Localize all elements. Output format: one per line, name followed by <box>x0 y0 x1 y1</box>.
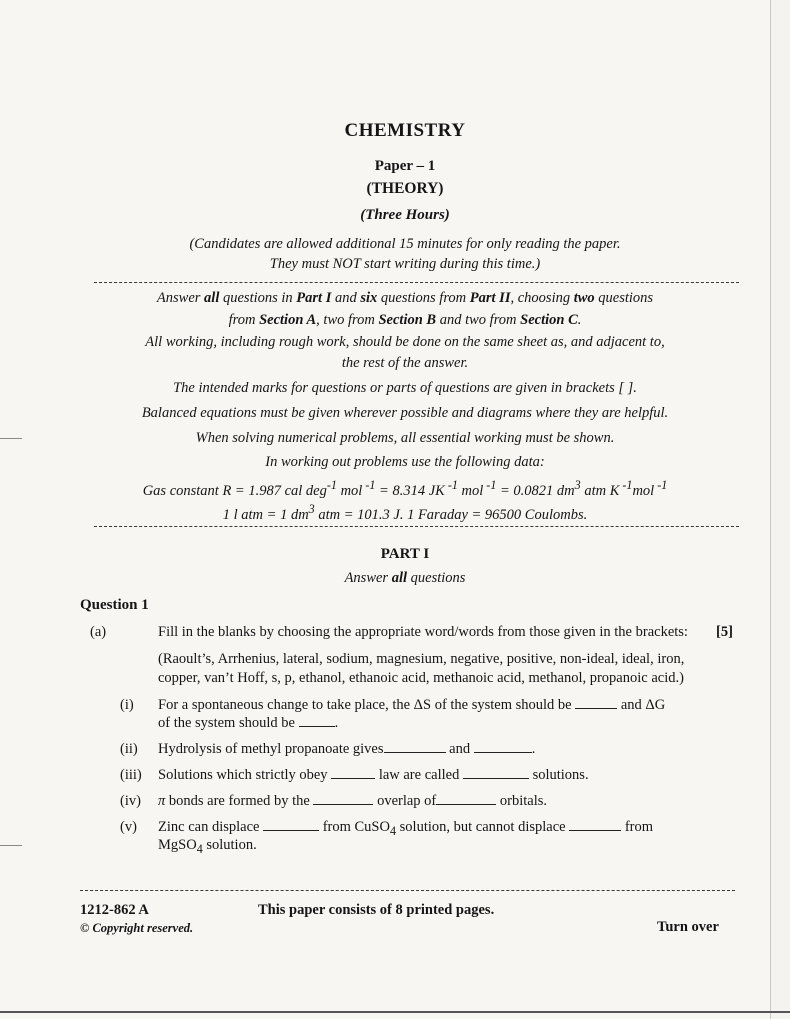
answer-blank <box>384 740 446 753</box>
item-label: (v) <box>120 819 137 835</box>
instruction-line-6: Balanced equations must be given wherever possible and diagrams where they are helpful. <box>141 405 669 421</box>
subpart-label: (a) <box>90 624 107 640</box>
question-heading: Question 1 <box>80 597 149 613</box>
answer-blank <box>263 818 319 831</box>
word-bank-line-2: copper, van’t Hoff, s, p, ethanol, ethanoic acid, methanoic acid, methanol, propanoic acid.) <box>158 670 684 686</box>
answer-blank <box>474 740 532 753</box>
duration: (Three Hours) <box>360 207 450 223</box>
bleed-through-text <box>200 100 204 116</box>
instruction-line-1: Answer all questions in Part I and six questions from Part II, choosing two questions <box>156 290 654 306</box>
answer-blank <box>569 818 621 831</box>
part-subheading: Answer all questions <box>344 570 466 586</box>
item-label: (iii) <box>120 767 142 783</box>
item-label: (ii) <box>120 741 138 757</box>
scan-mark <box>0 438 22 439</box>
turn-over-note: Turn over <box>657 919 719 935</box>
page-title: CHEMISTRY <box>344 120 466 141</box>
answer-blank <box>436 792 496 805</box>
paper-code: 1212-862 A <box>80 902 149 918</box>
answer-blank <box>313 792 373 805</box>
item-label: (i) <box>120 697 134 713</box>
list-item: Zinc can displace from CuSO$_4$ solution, but cannot displace from <box>158 819 654 838</box>
instruction-line-4: the rest of the answer. <box>341 355 469 371</box>
reading-time-note-2: They must NOT start writing during this time.) <box>269 256 541 272</box>
answer-blank <box>575 696 617 709</box>
instruction-line-2: from Section A, two from Section B and two from Section C. <box>228 312 582 328</box>
answer-blank <box>463 766 529 779</box>
answer-blank <box>331 766 375 779</box>
divider <box>80 890 735 891</box>
list-item-continued: MgSO$_4$ solution. <box>158 837 257 856</box>
list-item: π bonds are formed by the overlap of orbitals. <box>158 793 548 809</box>
list-item: For a spontaneous change to take place, the ΔS of the system should be and ΔG <box>158 697 666 713</box>
list-item-continued: of the system should be . <box>158 715 339 731</box>
page-bottom-edge <box>0 1011 790 1013</box>
instruction-line-3: All working, including rough work, should be done on the same sheet as, and adjacent to, <box>145 334 665 350</box>
list-item: Solutions which strictly obey law are called solutions. <box>158 767 589 783</box>
instruction-line-8: In working out problems use the following data: <box>265 454 545 470</box>
divider <box>94 526 739 527</box>
reading-time-note-1: (Candidates are allowed additional 15 minutes for only reading the paper. <box>189 236 621 252</box>
scan-mark <box>0 845 22 846</box>
paper-number: Paper – 1 <box>374 158 436 174</box>
gas-constant-line: Gas constant R = 1.987 cal deg$^{-1}$ mol $^{-1}$ = 8.314 JK $^{-1}$ mol $^{-1}$ = 0.0821 $dm^3$ atm K $^{-1}$mol $^{-1}$ <box>142 478 668 499</box>
subpart-instruction: Fill in the blanks by choosing the appropriate word/words from those given in the brackets: <box>158 624 688 640</box>
copyright-note: © Copyright reserved. <box>80 921 194 935</box>
divider <box>94 282 739 283</box>
marks-badge: [5] <box>716 624 733 640</box>
faraday-line: 1 l atm = 1 $dm^3$ atm = 101.3 J. 1 Faraday = 96500 Coulombs. <box>222 502 588 523</box>
page-count-note: This paper consists of 8 printed pages. <box>258 902 495 918</box>
part-heading: PART I <box>380 546 430 562</box>
item-label: (iv) <box>120 793 141 809</box>
instruction-line-7: When solving numerical problems, all essential working must be shown. <box>195 430 615 446</box>
word-bank-line-1: (Raoult’s, Arrhenius, lateral, sodium, magnesium, negative, positive, non-ideal, ideal, iron, <box>158 651 685 667</box>
paper-type: (THEORY) <box>366 180 444 197</box>
instruction-line-5: The intended marks for questions or parts of questions are given in brackets [ ]. <box>173 380 637 396</box>
answer-blank <box>299 714 335 727</box>
list-item: Hydrolysis of methyl propanoate gives and . <box>158 741 536 757</box>
